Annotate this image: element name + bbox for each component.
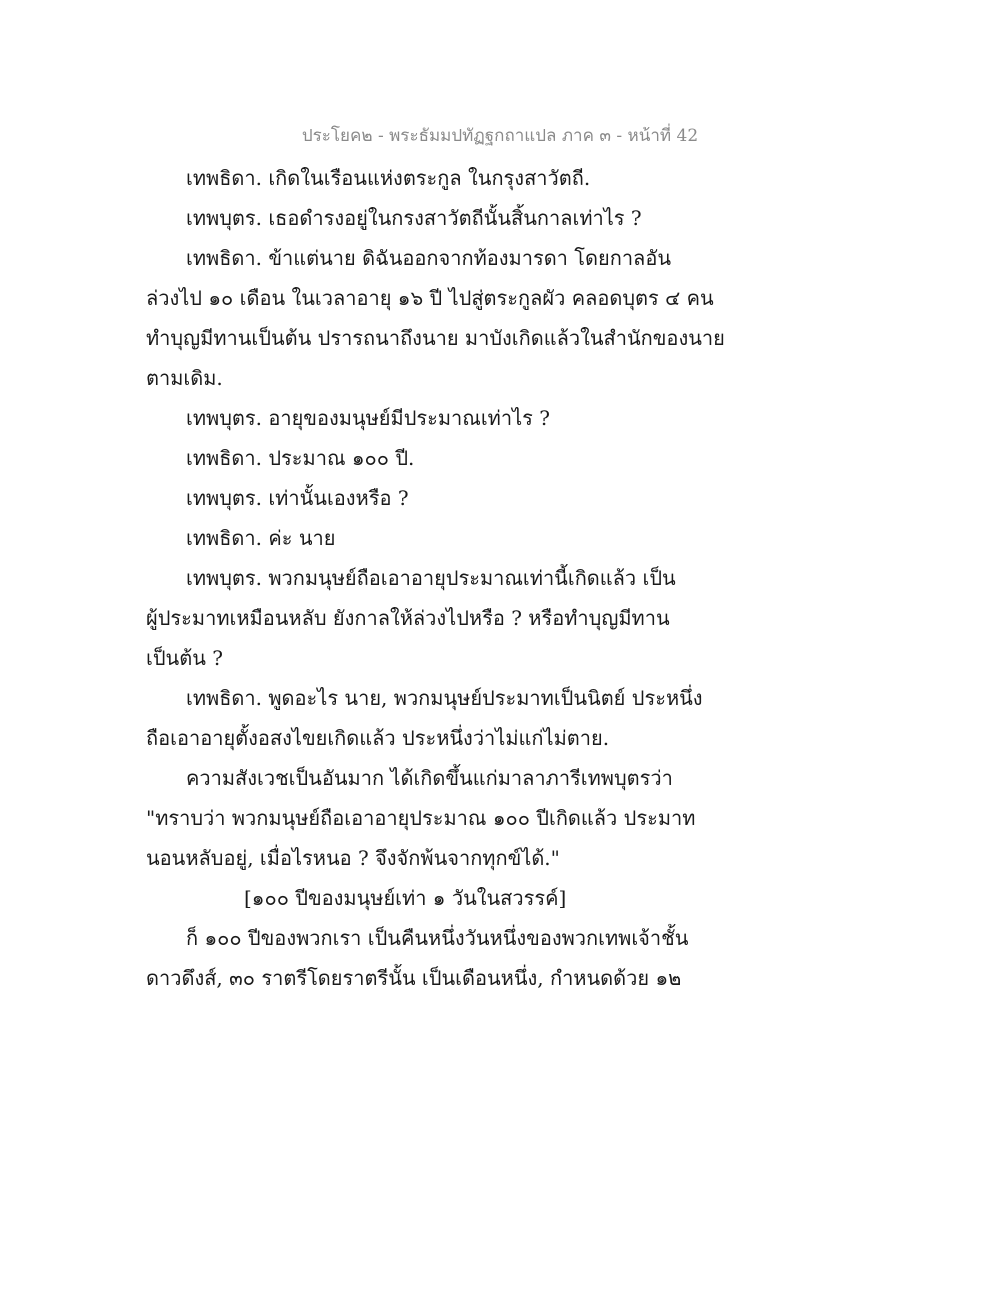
- text-line: ทำบุญมีทานเป็นต้น ปรารถนาถึงนาย มาบังเกิดแล้วในสำนักของนาย: [146, 326, 725, 350]
- text-line: ดาวดึงส์, ๓๐ ราตรีโดยราตรีนั้น เป็นเดือนหนึ่ง, กำหนดด้วย ๑๒: [146, 966, 682, 990]
- text-line: เทพธิดา. ประมาณ ๑๐๐ ปี.: [186, 446, 415, 470]
- text-line: เทพบุตร. เธอดำรงอยู่ในกรงสาวัตถีนั้นสิ้นกาลเท่าไร ?: [186, 206, 642, 230]
- text-line: "ทราบว่า พวกมนุษย์ถือเอาอายุประมาณ ๑๐๐ ปีเกิดแล้ว ประมาท: [146, 806, 696, 830]
- body-text: [146, 158, 886, 998]
- text-line: เทพบุตร. พวกมนุษย์ถือเอาอายุประมาณเท่านี้เกิดแล้ว เป็น: [186, 566, 676, 590]
- text-line: นอนหลับอยู่, เมื่อไรหนอ ? จึงจักพ้นจากทุกข์ได้.": [146, 846, 560, 870]
- text-line: ก็ ๑๐๐ ปีของพวกเรา เป็นคืนหนึ่งวันหนึ่งของพวกเทพเจ้าชั้น: [186, 926, 689, 950]
- text-line: ตามเดิม.: [146, 366, 223, 390]
- section-heading: [๑๐๐ ปีของมนุษย์เท่า ๑ วันในสวรรค์]: [244, 886, 567, 910]
- text-line: ผู้ประมาทเหมือนหลับ ยังกาลให้ล่วงไปหรือ ? หรือทำบุญมีทาน: [146, 606, 670, 630]
- text-line: เทพบุตร. อายุของมนุษย์มีประมาณเท่าไร ?: [186, 406, 550, 430]
- text-line: เทพธิดา. พูดอะไร นาย, พวกมนุษย์ประมาทเป็นนิตย์ ประหนึ่ง: [186, 686, 703, 710]
- text-line: เทพธิดา. ค่ะ นาย: [186, 526, 336, 550]
- text-line: ความสังเวชเป็นอันมาก ได้เกิดขึ้นแก่มาลาภารีเทพบุตรว่า: [186, 766, 673, 790]
- text-line: ถือเอาอายุตั้งอสงไขยเกิดแล้ว ประหนึ่งว่าไม่แก่ไม่ตาย.: [146, 726, 610, 750]
- text-line: เทพธิดา. ข้าแต่นาย ดิฉันออกจากท้องมารดา โดยกาลอัน: [186, 246, 671, 270]
- page-header: ประโยค๒ - พระธัมมปทัฏฐกถาแปล ภาค ๓ - หน้าที่ 42: [301, 126, 699, 146]
- text-line: เทพบุตร. เท่านั้นเองหรือ ?: [186, 486, 409, 510]
- text-line: เทพธิดา. เกิดในเรือนแห่งตระกูล ในกรุงสาวัตถี.: [186, 166, 591, 190]
- text-line: ล่วงไป ๑๐ เดือน ในเวลาอายุ ๑๖ ปี ไปสู่ตระกูลผัว คลอดบุตร ๔ คน: [146, 286, 714, 310]
- text-line: เป็นต้น ?: [146, 646, 223, 670]
